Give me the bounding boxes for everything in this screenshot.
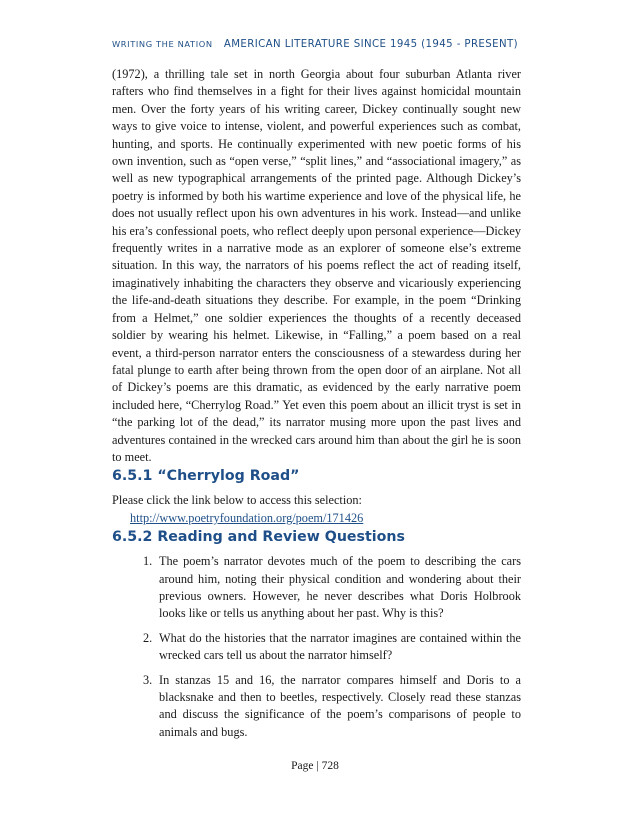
link-line	[130, 510, 521, 527]
chapter-title: AMERICAN LITERATURE SINCE 1945 (1945 - PRESENT)	[223, 39, 518, 50]
question-text: What do the histories that the narrator imagines are contained within the wrecked cars tell us about the narrator himself?	[159, 630, 521, 663]
running-header	[112, 39, 518, 50]
question-text: The poem’s narrator devotes much of the poem to describing the cars around him, noting their physical condition and wondering about their previous owners. However, he never describes what Doris Holbrook looks like or tells us anything about her past. Why is this?	[159, 554, 521, 621]
page-number: Page | 728	[291, 760, 339, 772]
body-paragraph: (1972), a thrilling tale set in north Georgia about four suburban Atlanta river rafters who find themselves in a fight for their lives against homicidal mountain men. Over the forty years of his writing career, Dickey continually sought new ways to give voice to intense, violent, and powerful experiences such as combat, hunting, and sports. He continually experimented with new poetic forms of his own invention, such as “open verse,” “split lines,” and “associational imagery,” as well as new typographical arrangements of the printed page. Although Dickey’s poetry is informed by both his wartime experience and love of the physical life, he does not usually reflect upon his own adventures in his work. Instead—and unlike his era’s confessional poets, who reflect deeply upon personal experience—Dickey frequently writes in a narrative mode as an explorer of someone else’s extreme situation. In this way, the narrators of his poems reflect the act of reading itself, imaginatively inhabiting the characters they observe and vicariously experiencing the life-and-death situations they describe. For example, in the poem “Drinking from a Helmet,” one soldier experiences the thoughts of a recently deceased soldier by wearing his helmet. Likewise, in “Falling,” a poem based on a real event, a third-person narrator enters the consciousness of a stewardess during her fatal plunge to earth after being thrown from the open door of an airplane. Not all of Dickey’s poems are this dramatic, as evidenced by the early narrative poem included here, “Cherrylog Road.” Yet even this poem about an illicit tryst is set in “the parking lot of the dead,” its narrator musing more upon the past lives and adventures contained in the wrecked cars around him than about the girl he is soon to meet.	[112, 67, 521, 464]
section-heading-review-questions: 6.5.2 Reading and Review Questions	[112, 529, 405, 546]
question-number: 3.	[143, 672, 153, 687]
poem-link[interactable]: http://www.poetryfoundation.org/poem/171426	[130, 510, 364, 525]
question-item	[112, 630, 521, 665]
question-number: 1.	[143, 554, 153, 569]
book-title: WRITING THE NATION	[112, 39, 213, 49]
question-text: In stanzas 15 and 16, the narrator compares himself and Doris to a blacksnake and then to beetles, respectively. Closely read these stanzas and discuss the significance of the poem’s comparisons of people to animals and bugs.	[159, 672, 521, 739]
link-instruction: Please click the link below to access this selection:	[112, 493, 362, 508]
question-number: 2.	[143, 630, 153, 645]
page-content	[112, 66, 521, 748]
section-heading-cherrylog-road: 6.5.1 “Cherrylog Road”	[112, 468, 300, 485]
question-item	[112, 553, 521, 623]
question-item	[112, 672, 521, 742]
question-list	[112, 553, 521, 741]
